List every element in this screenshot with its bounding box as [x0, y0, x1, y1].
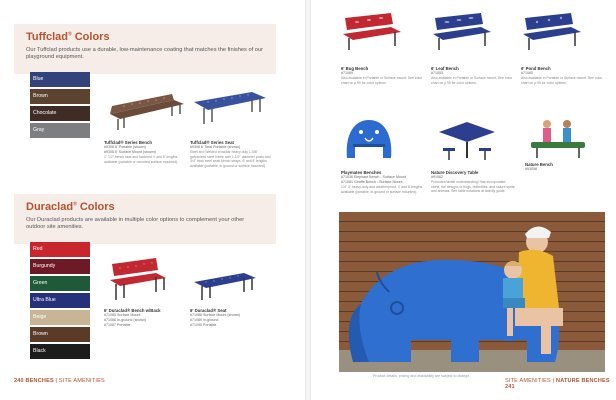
footer-section: SITE AMENITIES	[505, 378, 551, 384]
leaf-bench-image	[429, 12, 495, 52]
swatch-brown: Brown	[30, 327, 90, 342]
tuffclad-series-bench: Tuffclad® Series Bench #9308 6' Portable (shown) #9308 6' Surface Mount (shown) 1" 1/2" bench seat and backrest 4' and 8' lengths available (portable or mounted surface mounted).	[104, 140, 179, 164]
nature-discovery-table: Nature Discovery Table #91062 Promotes tactile understanding! Has incorporated stone, the designs of frogs, butterflies, and nature sprite and animals. See table notations at activity guide.	[431, 170, 515, 194]
duraclad-colors-header	[14, 194, 276, 244]
nature-discovery-table-image	[435, 118, 499, 164]
tuffclad-bench-image	[104, 92, 188, 136]
left-page	[0, 0, 305, 400]
tuffclad-seat-image	[190, 90, 270, 130]
page-number: 240	[14, 378, 24, 384]
page-number: 241	[505, 384, 515, 390]
duraclad-title: Duraclad® Colors	[26, 201, 115, 213]
tuffclad-series-seat: Tuffclad® Series Seat #9306 6' Seat Portable (shown) Steel and Welded crossbar heavy duty 1-5/8" galvanized steel frame with 1-1/2" diameter posts and 3/4" thick steel seat/ bench straps. 6' and 8' lengths available (portable, in ground or surface mounted).	[190, 140, 271, 168]
duraclad-bench-w-back: 6' Duraclad® Bench w/Back #71085 Surface Mount #71086 In-ground (shown) #71087 Portable	[104, 308, 161, 327]
footer-section: BENCHES	[25, 378, 54, 384]
duraclad-swatch-list	[30, 242, 90, 361]
footer-subsection: NATURE BENCHES	[556, 378, 610, 384]
footer-subsection: SITE AMENITIES	[58, 378, 105, 384]
disclaimer-text: Product details, pricing and availability are subject to change.	[373, 374, 471, 378]
elephant-bench-image	[341, 114, 397, 166]
duraclad-description: Our Duraclad products are available in multiple color options to complement your other outdoor site amenities.	[26, 217, 245, 231]
swatch-black: Black	[30, 344, 90, 359]
swatch-ultra-blue: Ultra Blue	[30, 293, 90, 308]
photo-scene	[339, 212, 605, 372]
tuffclad-title: Tuffclad® Colors	[26, 31, 110, 43]
leaf-bench: 6' Leaf Bench #71053 Also available in Portable or Surface mount. See color chart on p.99 for color options.	[431, 66, 513, 85]
swatch-burgundy: Burgundy	[30, 259, 90, 274]
swatch-beige: Beige	[30, 310, 90, 325]
left-page-footer: 240 BENCHES | SITE AMENITIES	[14, 378, 105, 384]
swatch-brown: Brown	[30, 89, 90, 104]
swatch-chocolate: Chocolate	[30, 106, 90, 121]
swatch-gray: Gray	[30, 123, 90, 138]
swatch-blue: Blue	[30, 72, 90, 87]
lifestyle-photo	[339, 212, 605, 372]
pond-bench: 6' Pond Bench #71060 Also available in Portable or Surface mount. See color chart on p.99 for color options.	[521, 66, 603, 85]
duraclad-seat: 6' Duraclad® Seat #71088 Surface Mount (shown) #71089 In-ground #71090 Portable	[190, 308, 241, 327]
nature-bench-image	[525, 112, 591, 162]
duraclad-bench-image	[104, 256, 170, 306]
playmates-benches: Playmates Benches #71036 Elephant Bench - Surface Mount #71081 Giraffe Bench - Surface Mount 1/4" 3" heavy-duty and weatherproof. 4' and 6' lengths available (portable, in-ground or surface mounted).	[341, 170, 423, 194]
bug-bench: 6' Bug Bench #71069 Also available in Portable or Surface mount. See color chart on p.99 for color options.	[341, 66, 423, 85]
bug-bench-image	[339, 12, 405, 52]
tuffclad-swatch-list	[30, 72, 90, 140]
swatch-green: Green	[30, 276, 90, 291]
right-page-footer: SITE AMENITIES | NATURE BENCHES 241	[505, 378, 610, 390]
nature-bench: Nature Bench #93058	[525, 162, 553, 171]
pond-bench-image	[519, 12, 585, 52]
swatch-red: Red	[30, 242, 90, 257]
right-page	[311, 0, 616, 400]
duraclad-seat-image	[190, 270, 260, 306]
tuffclad-description: Our Tuffclad products use a durable, low-maintenance coating that matches the finishes of our playground equipment.	[26, 47, 264, 61]
tuffclad-colors-header	[14, 24, 276, 74]
